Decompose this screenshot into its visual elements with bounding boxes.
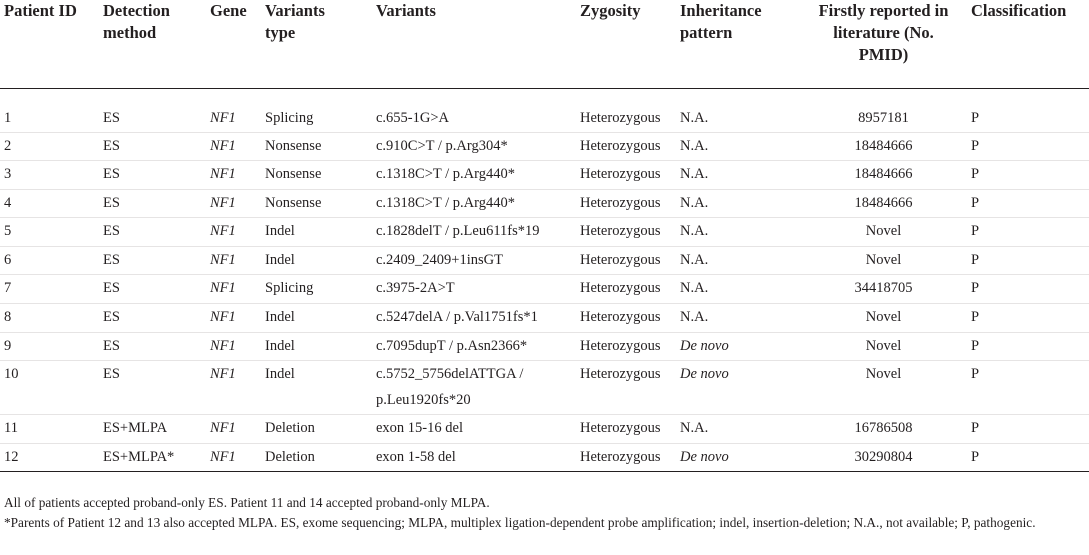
cell-zygosity (576, 275, 676, 304)
cell-gene (206, 88, 261, 132)
cell-inheritance-text: N.A. (680, 223, 709, 240)
cell-detection-method (99, 88, 206, 132)
cell-patient-id (0, 88, 99, 132)
cell-detection-method (99, 161, 206, 190)
cell-detection-method (99, 189, 206, 218)
cell-variant-type (261, 443, 372, 472)
cell-detection-method-text: ES+MLPA* (103, 448, 175, 465)
cell-gene-text: NF1 (210, 280, 236, 297)
cell-inheritance (676, 332, 800, 361)
cell-inheritance (676, 275, 800, 304)
cell-inheritance-text: N.A. (680, 137, 709, 154)
cell-variant (372, 304, 576, 333)
header-zygosity (576, 0, 676, 88)
cell-pmid-text: Novel (865, 366, 902, 383)
cell-patient-id-text: 1 (4, 109, 12, 126)
cell-classification (967, 443, 1089, 472)
cell-zygosity (576, 218, 676, 247)
cell-inheritance (676, 218, 800, 247)
cell-gene (206, 332, 261, 361)
cell-variant-type (261, 415, 372, 444)
cell-classification (967, 246, 1089, 275)
cell-inheritance-text: N.A. (680, 194, 709, 211)
cell-classification (967, 189, 1089, 218)
cell-variant (372, 275, 576, 304)
cell-classification-text: P (971, 309, 980, 326)
cell-pmid (800, 161, 967, 190)
header-text: Detection (103, 1, 170, 20)
cell-patient-id (0, 275, 99, 304)
cell-variant-text: c.5752_5756delATTGA / (376, 366, 524, 383)
cell-gene-text: NF1 (210, 109, 236, 126)
cell-inheritance (676, 246, 800, 275)
cell-detection-method-text: ES (103, 109, 120, 126)
cell-patient-id-text: 12 (4, 448, 19, 465)
cell-classification (967, 415, 1089, 444)
cell-gene-text: NF1 (210, 420, 236, 437)
cell-zygosity-text: Heterozygous (580, 109, 661, 126)
cell-variant-type-text: Splicing (265, 280, 314, 297)
cell-gene (206, 304, 261, 333)
cell-detection-method (99, 246, 206, 275)
cell-variant-type (261, 246, 372, 275)
cell-patient-id-text: 9 (4, 337, 12, 354)
cell-patient-id (0, 415, 99, 444)
cell-zygosity (576, 332, 676, 361)
cell-patient-id (0, 361, 99, 415)
cell-variant (372, 161, 576, 190)
cell-gene-text: NF1 (210, 309, 236, 326)
cell-inheritance (676, 443, 800, 472)
cell-variant-type-text: Indel (265, 309, 295, 326)
header-variants (372, 0, 576, 88)
cell-zygosity-text: Heterozygous (580, 280, 661, 297)
cell-classification-text: P (971, 137, 980, 154)
cell-detection-method-text: ES (103, 194, 120, 211)
cell-patient-id-text: 7 (4, 280, 12, 297)
cell-patient-id (0, 246, 99, 275)
cell-pmid-text: 30290804 (854, 448, 913, 465)
cell-pmid-text: 18484666 (854, 166, 913, 183)
cell-variant-text: c.2409_2409+1insGT (376, 251, 503, 268)
cell-variant (372, 246, 576, 275)
cell-pmid-text: Novel (865, 309, 902, 326)
header-text: Variants (376, 1, 436, 20)
cell-patient-id-text: 3 (4, 166, 12, 183)
cell-zygosity-text: Heterozygous (580, 448, 661, 465)
cell-inheritance-text: De novo (680, 337, 729, 354)
cell-variant-text: c.5247delA / p.Val1751fs*1 (376, 309, 538, 326)
cell-classification (967, 304, 1089, 333)
cell-variant-text: c.1318C>T / p.Arg440* (376, 166, 515, 183)
cell-variant-type (261, 304, 372, 333)
cell-zygosity (576, 132, 676, 161)
header-text: Inheritance (680, 1, 762, 20)
cell-gene-text: NF1 (210, 448, 236, 465)
cell-patient-id-text: 4 (4, 194, 12, 211)
cell-variant-type-text: Nonsense (265, 137, 322, 154)
header-row (0, 0, 1089, 88)
cell-variant-type-text: Indel (265, 366, 295, 383)
cell-variant-type (261, 361, 372, 415)
cell-classification (967, 332, 1089, 361)
cell-detection-method (99, 275, 206, 304)
cell-pmid (800, 332, 967, 361)
footnote-2: *Parents of Patient 12 and 13 also accepted MLPA. ES, exome sequencing; MLPA, multiplex ligation-dependent probe amplification; indel, insertion-deletion; N.A., not available; P, pathogenic. (4, 515, 1036, 530)
cell-detection-method-text: ES+MLPA (103, 420, 168, 437)
cell-patient-id-text: 8 (4, 309, 12, 326)
cell-zygosity-text: Heterozygous (580, 194, 661, 211)
cell-gene (206, 218, 261, 247)
cell-zygosity (576, 415, 676, 444)
header-inheritance-pattern (676, 0, 800, 88)
cell-variant (372, 88, 576, 132)
cell-inheritance-text: De novo (680, 448, 729, 465)
table-row (0, 246, 1089, 275)
cell-variant-type (261, 161, 372, 190)
cell-patient-id-text: 6 (4, 251, 12, 268)
cell-pmid (800, 361, 967, 415)
cell-patient-id-text: 10 (4, 366, 19, 383)
cell-detection-method (99, 304, 206, 333)
cell-classification-text: P (971, 280, 980, 297)
cell-variant-text: c.1318C>T / p.Arg440* (376, 194, 515, 211)
cell-zygosity-text: Heterozygous (580, 337, 661, 354)
cell-variant-type-text: Indel (265, 223, 295, 240)
cell-classification (967, 132, 1089, 161)
cell-inheritance-text: N.A. (680, 309, 709, 326)
cell-classification-text: P (971, 166, 980, 183)
cell-variant (372, 415, 576, 444)
cell-classification-text: P (971, 448, 980, 465)
cell-variant (372, 332, 576, 361)
cell-variant-type-text: Splicing (265, 109, 314, 126)
cell-patient-id-text: 11 (4, 420, 18, 437)
cell-variant-continued: p.Leu1920fs*20 (376, 392, 471, 409)
cell-patient-id (0, 304, 99, 333)
cell-pmid-text: 34418705 (854, 280, 913, 297)
header-text: literature (No. (833, 23, 934, 42)
cell-inheritance-text: N.A. (680, 109, 709, 126)
table-row (0, 304, 1089, 333)
cell-inheritance (676, 189, 800, 218)
cell-variant-text: c.7095dupT / p.Asn2366* (376, 337, 528, 354)
cell-detection-method (99, 332, 206, 361)
cell-classification-text: P (971, 109, 980, 126)
cell-variant-text: c.3975-2A>T (376, 280, 455, 297)
table-row (0, 332, 1089, 361)
cell-inheritance (676, 361, 800, 415)
cell-inheritance (676, 415, 800, 444)
cell-classification-text: P (971, 194, 980, 211)
cell-zygosity (576, 189, 676, 218)
cell-variant-type (261, 88, 372, 132)
cell-classification (967, 161, 1089, 190)
cell-classification (967, 88, 1089, 132)
table-row (0, 218, 1089, 247)
cell-gene (206, 161, 261, 190)
cell-gene-text: NF1 (210, 223, 236, 240)
cell-inheritance (676, 304, 800, 333)
header-text: Firstly reported in (818, 1, 949, 20)
header-gene (206, 0, 261, 88)
cell-patient-id-text: 2 (4, 137, 12, 154)
cell-pmid (800, 443, 967, 472)
cell-zygosity (576, 361, 676, 415)
header-text: Variants (265, 1, 325, 20)
table-row (0, 275, 1089, 304)
cell-detection-method (99, 218, 206, 247)
table-row (0, 443, 1089, 472)
cell-variant-text: c.655-1G>A (376, 109, 450, 126)
cell-pmid (800, 132, 967, 161)
header-text: method (103, 23, 157, 42)
cell-classification (967, 275, 1089, 304)
cell-gene (206, 443, 261, 472)
cell-pmid (800, 218, 967, 247)
cell-zygosity-text: Heterozygous (580, 137, 661, 154)
header-text: PMID) (858, 45, 909, 64)
cell-gene (206, 361, 261, 415)
cell-variant-type (261, 275, 372, 304)
cell-inheritance-text: N.A. (680, 280, 709, 297)
cell-pmid-text: 8957181 (858, 109, 909, 126)
cell-variant-type (261, 132, 372, 161)
table-footnotes (4, 493, 1084, 533)
header-text: Zygosity (580, 1, 641, 20)
cell-patient-id (0, 161, 99, 190)
cell-pmid-text: 18484666 (854, 137, 913, 154)
cell-detection-method-text: ES (103, 366, 120, 383)
cell-gene (206, 246, 261, 275)
header-text: type (265, 23, 296, 42)
cell-inheritance (676, 132, 800, 161)
cell-zygosity-text: Heterozygous (580, 309, 661, 326)
cell-variant-type-text: Nonsense (265, 194, 322, 211)
cell-classification-text: P (971, 251, 980, 268)
cell-zygosity-text: Heterozygous (580, 420, 661, 437)
cell-zygosity (576, 161, 676, 190)
cell-zygosity-text: Heterozygous (580, 366, 661, 383)
cell-classification-text: P (971, 366, 980, 383)
cell-gene (206, 132, 261, 161)
cell-variant (372, 189, 576, 218)
cell-detection-method-text: ES (103, 309, 120, 326)
cell-gene-text: NF1 (210, 137, 236, 154)
cell-zygosity (576, 443, 676, 472)
cell-variant-text: c.910C>T / p.Arg304* (376, 137, 508, 154)
cell-variant (372, 361, 576, 415)
cell-variant-text: exon 1-58 del (376, 448, 456, 465)
cell-patient-id-text: 5 (4, 223, 12, 240)
cell-detection-method-text: ES (103, 223, 120, 240)
table-row (0, 361, 1089, 415)
cell-pmid (800, 275, 967, 304)
cell-gene (206, 275, 261, 304)
footnote-1: All of patients accepted proband-only ES. Patient 11 and 14 accepted proband-only MLPA. (4, 495, 490, 510)
cell-detection-method (99, 415, 206, 444)
cell-variant (372, 443, 576, 472)
cell-zygosity (576, 304, 676, 333)
cell-detection-method-text: ES (103, 280, 120, 297)
cell-patient-id (0, 443, 99, 472)
cell-pmid-text: Novel (865, 251, 902, 268)
cell-variant-type (261, 189, 372, 218)
cell-classification-text: P (971, 337, 980, 354)
cell-classification-text: P (971, 420, 980, 437)
cell-detection-method-text: ES (103, 166, 120, 183)
cell-pmid-text: Novel (865, 337, 902, 354)
cell-pmid (800, 189, 967, 218)
cell-detection-method (99, 443, 206, 472)
table-row (0, 415, 1089, 444)
cell-zygosity-text: Heterozygous (580, 223, 661, 240)
cell-variant-type (261, 218, 372, 247)
cell-zygosity-text: Heterozygous (580, 166, 661, 183)
cell-variant-text: exon 15-16 del (376, 420, 463, 437)
cell-inheritance-text: N.A. (680, 251, 709, 268)
header-text: Classification (971, 1, 1067, 20)
header-classification (967, 0, 1089, 88)
table-row (0, 88, 1089, 132)
table-row (0, 189, 1089, 218)
cell-variant (372, 132, 576, 161)
cell-inheritance (676, 88, 800, 132)
cell-patient-id (0, 189, 99, 218)
cell-detection-method (99, 132, 206, 161)
cell-gene-text: NF1 (210, 166, 236, 183)
cell-detection-method-text: ES (103, 251, 120, 268)
cell-pmid-text: 18484666 (854, 194, 913, 211)
header-text: Gene (210, 1, 247, 20)
table-row (0, 132, 1089, 161)
cell-detection-method-text: ES (103, 137, 120, 154)
cell-gene-text: NF1 (210, 366, 236, 383)
cell-variant-type (261, 332, 372, 361)
cell-pmid (800, 246, 967, 275)
cell-gene-text: NF1 (210, 251, 236, 268)
cell-variant-type-text: Deletion (265, 420, 315, 437)
cell-variant (372, 218, 576, 247)
cell-zygosity (576, 88, 676, 132)
table-row (0, 161, 1089, 190)
cell-inheritance-text: N.A. (680, 420, 709, 437)
cell-pmid (800, 304, 967, 333)
cell-pmid (800, 88, 967, 132)
cell-gene (206, 189, 261, 218)
cell-variant-type-text: Deletion (265, 448, 315, 465)
cell-pmid-text: 16786508 (854, 420, 913, 437)
header-first-reported (800, 0, 967, 88)
header-patient-id (0, 0, 99, 88)
cell-variant-type-text: Nonsense (265, 166, 322, 183)
cell-zygosity (576, 246, 676, 275)
cell-pmid (800, 415, 967, 444)
cell-gene-text: NF1 (210, 337, 236, 354)
cell-patient-id (0, 132, 99, 161)
header-detection-method (99, 0, 206, 88)
cell-gene (206, 415, 261, 444)
cell-detection-method-text: ES (103, 337, 120, 354)
cell-classification (967, 361, 1089, 415)
cell-inheritance-text: De novo (680, 366, 729, 383)
cell-classification (967, 218, 1089, 247)
cell-inheritance (676, 161, 800, 190)
cell-variant-type-text: Indel (265, 251, 295, 268)
cell-zygosity-text: Heterozygous (580, 251, 661, 268)
cell-detection-method (99, 361, 206, 415)
cell-variant-type-text: Indel (265, 337, 295, 354)
header-variants-type (261, 0, 372, 88)
cell-pmid-text: Novel (865, 223, 902, 240)
table-body (0, 88, 1089, 472)
cell-classification-text: P (971, 223, 980, 240)
cell-gene-text: NF1 (210, 194, 236, 211)
header-text: Patient ID (4, 1, 77, 20)
cell-patient-id (0, 218, 99, 247)
cell-patient-id (0, 332, 99, 361)
cell-inheritance-text: N.A. (680, 166, 709, 183)
cell-variant-text: c.1828delT / p.Leu611fs*19 (376, 223, 540, 240)
header-text: pattern (680, 23, 733, 42)
table-header (0, 0, 1089, 88)
